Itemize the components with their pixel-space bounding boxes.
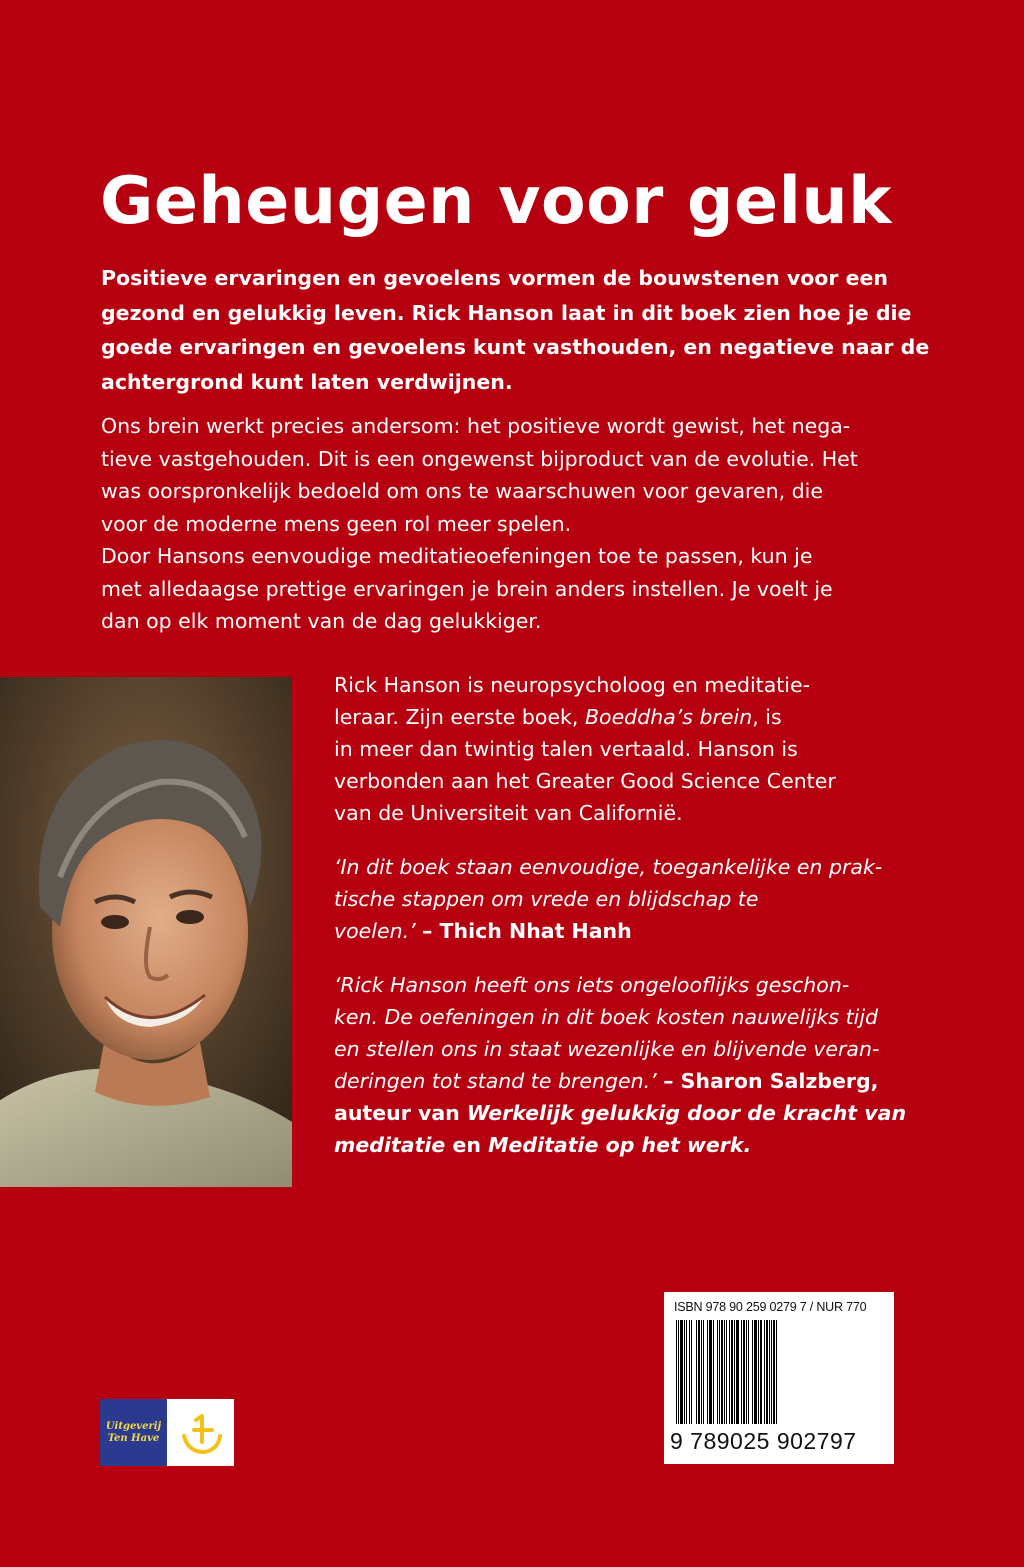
quote-text: deringen tot stand te brengen.’ [334,1069,657,1093]
publisher-emblem [167,1399,234,1466]
isbn-digits: 9 789025 902797 [670,1428,857,1454]
publisher-line: Ten Have [107,1432,160,1444]
quote-text: voelen.’ [334,919,416,943]
quote-line [334,915,934,947]
quote-author-text: en [445,1133,489,1157]
bio-line [334,701,934,733]
quote-author-text: auteur van [334,1101,467,1125]
description-line: Door Hansons eenvoudige meditatieoefeningen toe te passen, kun je [101,544,813,568]
publisher-line: Uitgeverij [105,1420,162,1432]
bio-line: in meer dan twintig talen vertaald. Hanson is [334,737,798,761]
bio-text: , is [752,705,782,729]
isbn-label: ISBN 978 90 259 0279 7 / NUR 770 [674,1300,867,1314]
barcode-panel [664,1292,894,1464]
quote-author: – Sharon Salzberg, [663,1069,879,1093]
barcode-bars [676,1320,884,1424]
description-text [101,410,901,638]
intro-paragraph [101,261,930,399]
book-title: Geheugen voor geluk [100,164,892,239]
publisher-logo [100,1399,234,1466]
author-section [334,669,934,1183]
intro-line: achtergrond kunt laten verdwijnen. [101,369,513,394]
intro-line: gezond en gelukkig leven. Rick Hanson laat in dit boek zien hoe je die [101,300,912,325]
quote-line: ‘Rick Hanson heeft ons iets ongelooflijks geschon- [334,973,850,997]
quote-line: ‘In dit boek staan eenvoudige, toegankelijke en prak- [334,855,883,879]
bio-line: van de Universiteit van Californië. [334,801,683,825]
publisher-name-block [100,1399,167,1466]
book-reference: meditatie [334,1133,446,1157]
intro-line: Positieve ervaringen en gevoelens vormen de bouwstenen voor een [101,266,889,290]
author-photo [0,677,292,1187]
quote-line: tische stappen om vrede en blijdschap te [334,887,759,911]
quote-author: – Thich Nhat Hanh [422,919,632,943]
intro-line: goede ervaringen en gevoelens kunt vasthouden, en negatieve naar de [101,335,930,359]
description-line: voor de moderne mens geen rol meer spelen. [101,511,572,536]
book-reference: Meditatie op het werk. [488,1133,752,1157]
quote-line: ken. De oefeningen in dit boek kosten nauwelijks tijd [334,1005,879,1029]
quote-line: en stellen ons in staat wezenlijke en blijvende veran- [334,1037,880,1061]
publisher-emblem-icon [176,1408,226,1458]
author-bio [334,669,934,829]
book-reference: Boeddha’s brein [584,705,753,729]
quote-line [334,1097,934,1129]
description-line: met alledaagse prettige ervaringen je brein anders instellen. Je voelt je [101,576,833,601]
book-reference: Werkelijk gelukkig door de kracht van [466,1101,907,1125]
description-line: Ons brein werkt precies andersom: het positieve wordt gewist, het nega- [101,414,851,438]
description-line: tieve vastgehouden. Dit is een ongewenst bijproduct van de evolutie. Het [101,446,858,471]
quote-line [334,1065,934,1097]
description-line: dan op elk moment van de dag gelukkiger. [101,609,542,633]
bio-line: verbonden aan het Greater Good Science Center [334,769,836,793]
bio-line: Rick Hanson is neuropsycholoog en meditatie- [334,673,811,697]
review-quote-2 [334,969,934,1161]
review-quote-1 [334,851,934,947]
quote-line [334,1129,934,1161]
bio-text: leraar. Zijn eerste boek, [334,705,585,729]
description-line: was oorspronkelijk bedoeld om ons te waarschuwen voor gevaren, die [101,479,823,503]
barcode-bar [776,1320,777,1424]
author-portrait-illustration [0,677,292,1187]
